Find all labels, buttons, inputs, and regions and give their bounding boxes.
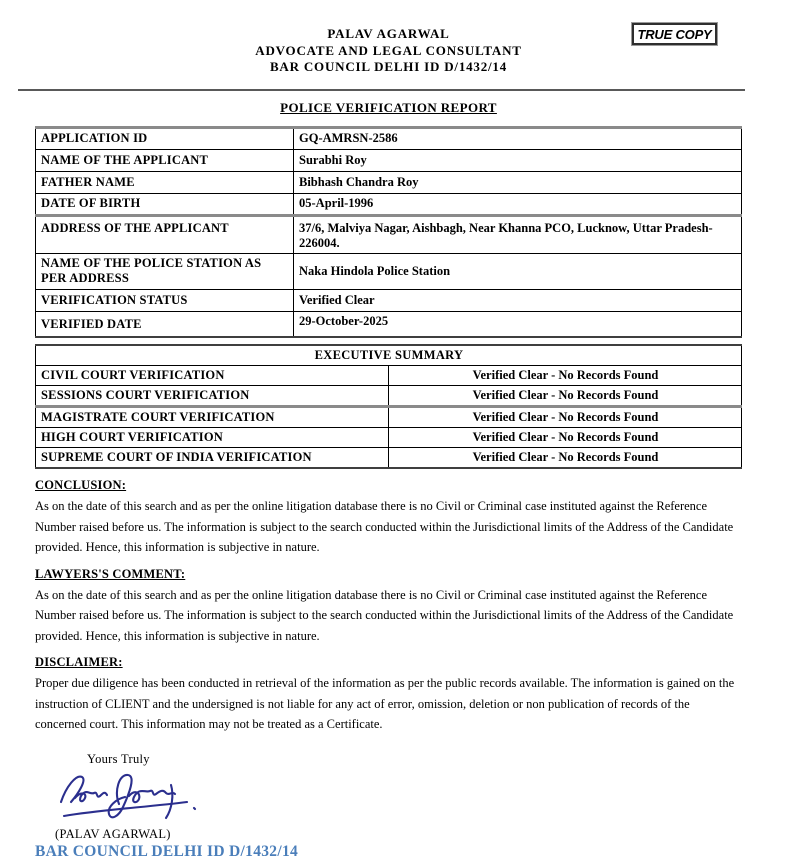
table-row	[36, 193, 742, 215]
executive-summary-title: EXECUTIVE SUMMARY	[36, 345, 742, 366]
summary-label: SUPREME COURT OF INDIA VERIFICATION	[36, 448, 389, 469]
table-row	[36, 171, 742, 193]
conclusion-body: As on the date of this search and as per the online litigation database there is no Civil or Criminal case instituted against the Reference Number raised before us. The information is subject to the search conducted within the Jurisdictional limits of the Address of the Candidate provided. Hence, this information is subjective in nature.	[35, 499, 734, 554]
detail-label: FATHER NAME	[36, 171, 294, 193]
signature-block	[53, 769, 742, 827]
summary-label: CIVIL COURT VERIFICATION	[36, 366, 389, 386]
signature-salutation: Yours Truly	[87, 751, 150, 766]
table-row	[36, 386, 742, 407]
signatory-name: (PALAV AGARWAL)	[55, 826, 171, 841]
detail-value: Bibhash Chandra Roy	[294, 171, 742, 193]
lawyers-comment-body: As on the date of this search and as per the online litigation database there is no Civil or Criminal case instituted against the Reference Number raised before us. The information is subject to the search conducted within the Jurisdictional limits of the Address of the Candidate provided. Hence, this information is subjective in nature.	[35, 587, 734, 643]
summary-value: Verified Clear - No Records Found	[389, 448, 742, 469]
detail-label: VERIFICATION STATUS	[36, 289, 294, 311]
advocate-name: PALAV AGARWAL	[327, 26, 450, 41]
advocate-bar-id: BAR COUNCIL DELHI ID D/1432/14	[269, 59, 508, 74]
detail-value: Verified Clear	[294, 289, 742, 311]
table-row	[36, 215, 742, 253]
detail-value: Naka Hindola Police Station	[294, 253, 742, 289]
true-copy-stamp: TRUE COPY	[632, 23, 717, 45]
signatory-bar-id: BAR COUNCIL DELHI ID D/1432/14	[35, 842, 299, 860]
table-row	[36, 149, 742, 171]
detail-value: GQ-AMRSN-2586	[294, 127, 742, 149]
table-row	[36, 127, 742, 149]
disclaimer-heading: DISCLAIMER:	[35, 655, 123, 669]
executive-summary-table	[35, 344, 742, 469]
summary-value: Verified Clear - No Records Found	[389, 366, 742, 386]
table-row	[36, 311, 742, 337]
page-title: POLICE VERIFICATION REPORT	[280, 99, 497, 115]
table-row	[36, 428, 742, 448]
detail-label: VERIFIED DATE	[36, 311, 294, 337]
disclaimer-body: Proper due diligence has been conducted in retrieval of the information as per the public records available. The information is gained on the instruction of CLIENT and the undersigned is not liable for any act of error, omission, deletion or non publication of records of the concerned court. This information may not be treated as a Certificate.	[35, 676, 735, 731]
table-row	[36, 366, 742, 386]
detail-label: NAME OF THE APPLICANT	[36, 149, 294, 171]
summary-label: HIGH COURT VERIFICATION	[36, 428, 389, 448]
table-row	[36, 407, 742, 428]
summary-value: Verified Clear - No Records Found	[389, 386, 742, 407]
table-row	[36, 253, 742, 289]
advocate-title: ADVOCATE AND LEGAL CONSULTANT	[255, 42, 522, 58]
header-divider	[18, 89, 745, 91]
detail-value: 05-April-1996	[294, 193, 742, 215]
summary-label: MAGISTRATE COURT VERIFICATION	[36, 407, 389, 428]
conclusion-section	[35, 478, 742, 558]
detail-label: NAME OF THE POLICE STATION AS PER ADDRESS	[36, 253, 294, 289]
table-row	[36, 345, 742, 366]
detail-value: 37/6, Malviya Nagar, Aishbagh, Near Khanna PCO, Lucknow, Uttar Pradesh-226004.	[294, 215, 742, 253]
lawyers-comment-heading: LAWYERS'S COMMENT:	[35, 566, 186, 581]
table-row	[36, 448, 742, 469]
detail-label: ADDRESS OF THE APPLICANT	[36, 215, 294, 253]
summary-label: SESSIONS COURT VERIFICATION	[36, 386, 389, 407]
applicant-details-table	[35, 126, 742, 339]
table-row	[36, 289, 742, 311]
detail-label: DATE OF BIRTH	[36, 193, 294, 215]
conclusion-heading: CONCLUSION:	[35, 478, 127, 492]
detail-value: 29-October-2025	[294, 311, 742, 337]
summary-value: Verified Clear - No Records Found	[389, 407, 742, 428]
summary-value: Verified Clear - No Records Found	[389, 428, 742, 448]
lawyers-comment-section	[35, 567, 742, 647]
detail-value: Surabhi Roy	[294, 149, 742, 171]
handwritten-signature-icon	[53, 769, 223, 827]
detail-label: APPLICATION ID	[36, 127, 294, 149]
disclaimer-section	[35, 655, 742, 735]
